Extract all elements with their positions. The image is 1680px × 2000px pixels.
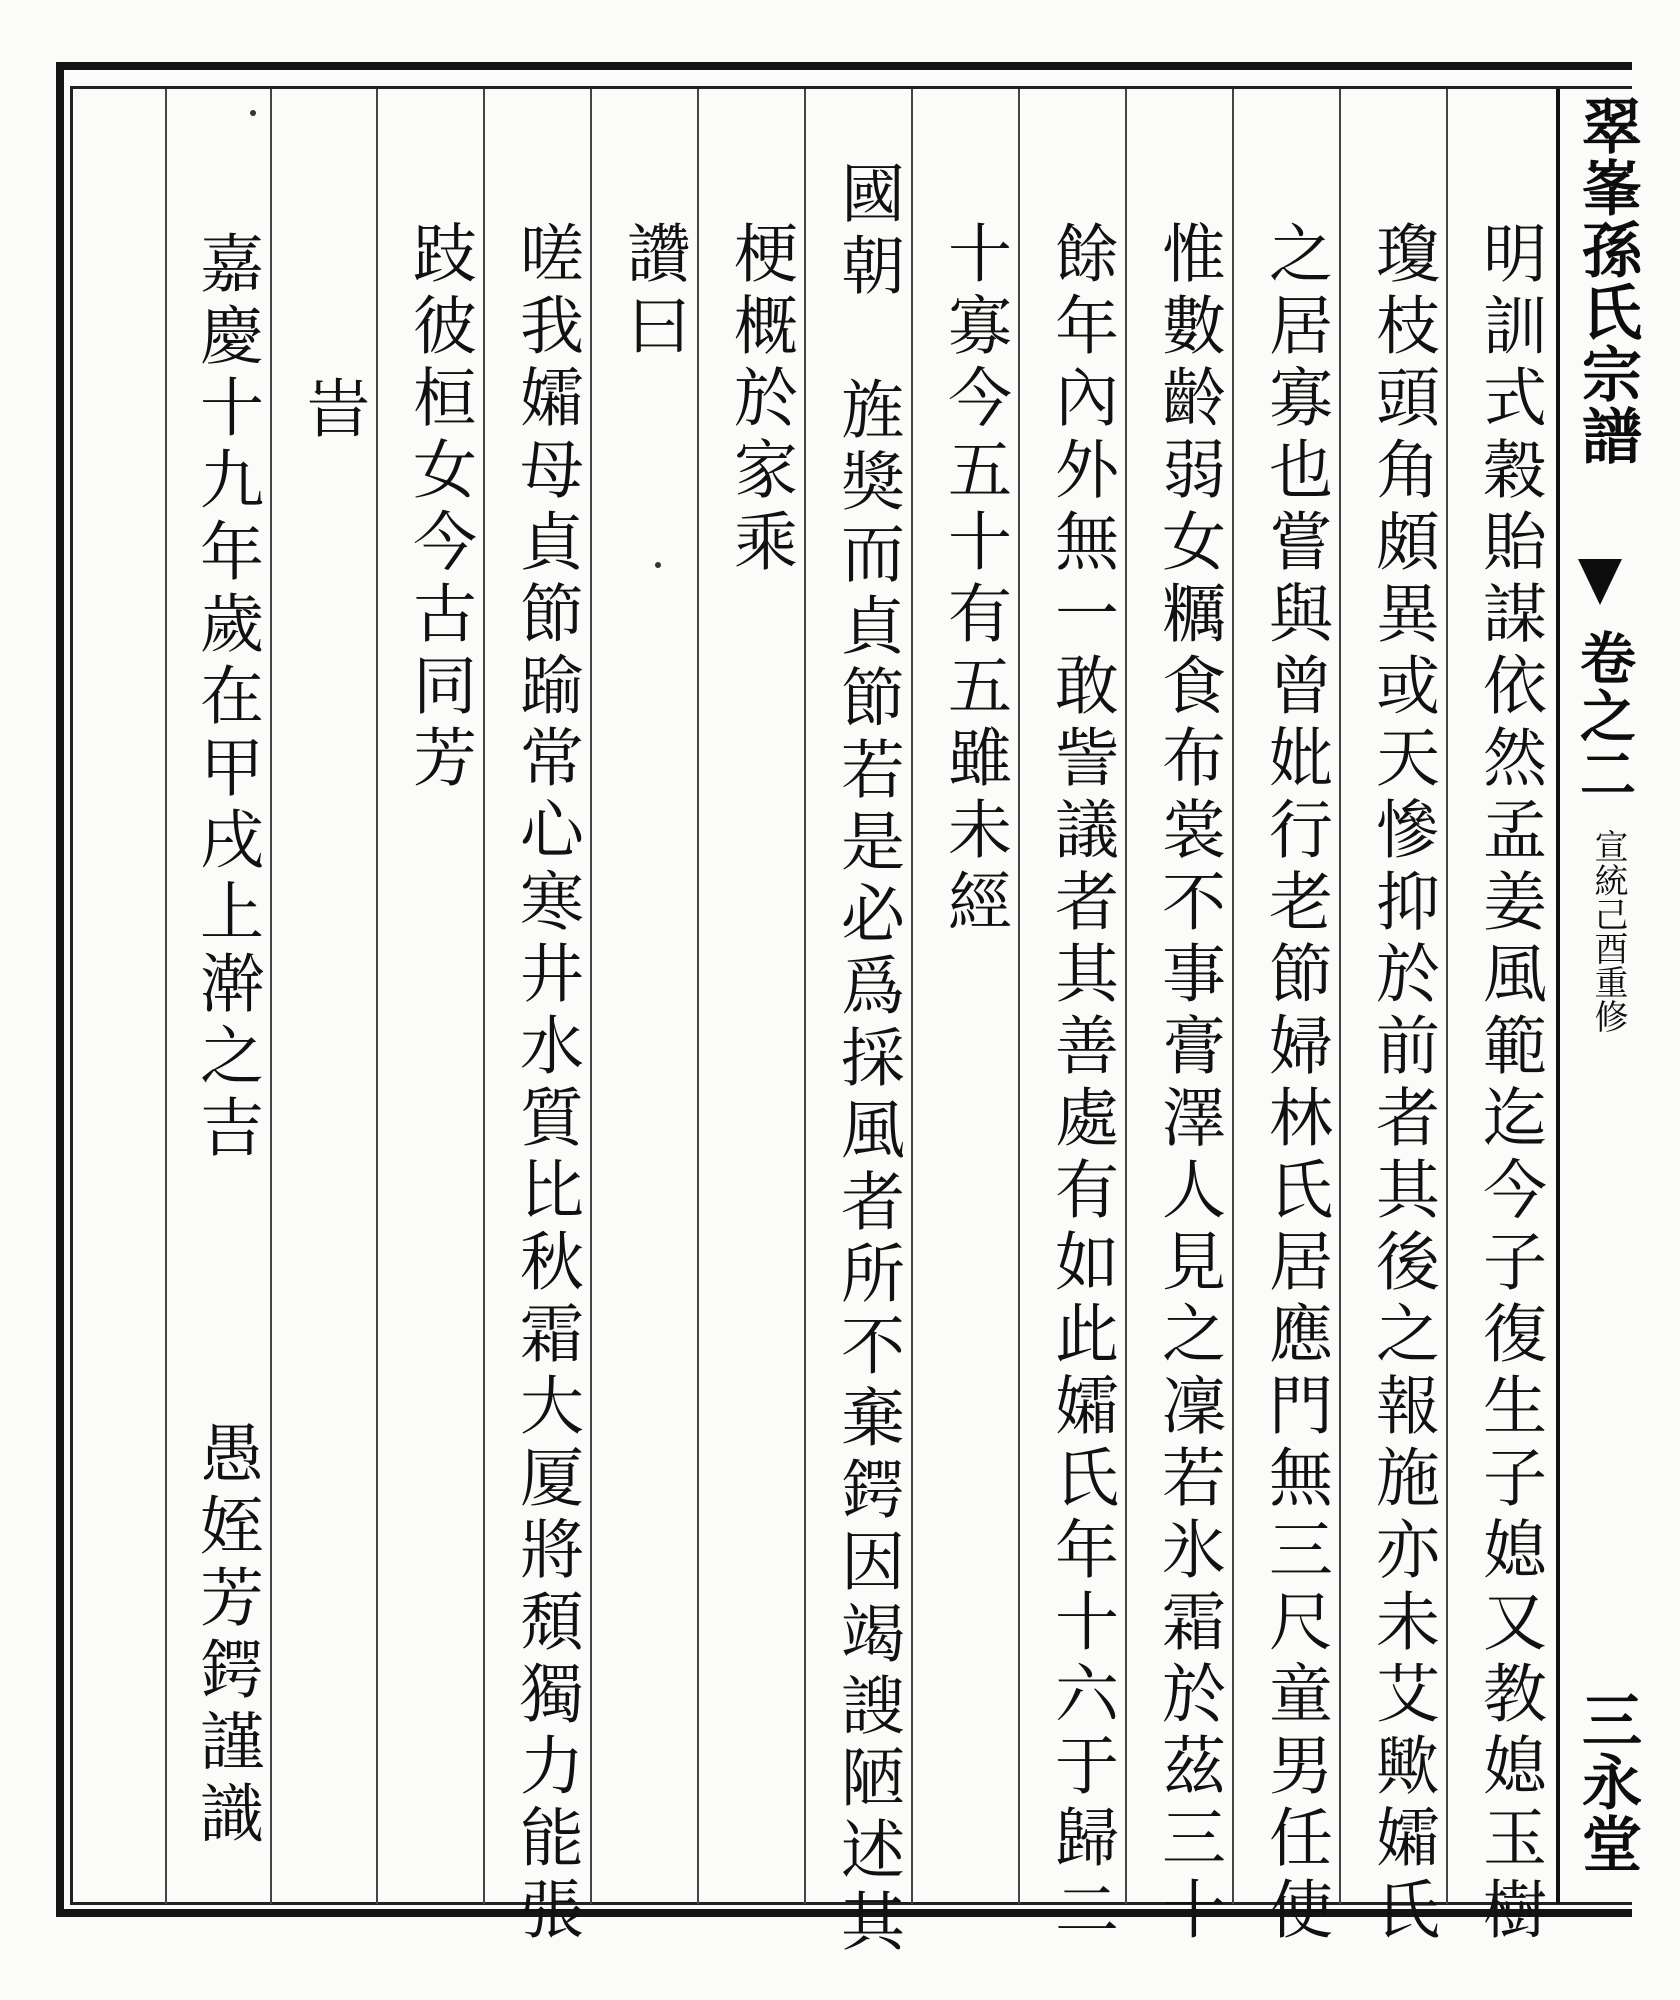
ink-speck bbox=[655, 562, 661, 568]
text-column-7: 旌獎而貞節若是必爲採風者所不棄鍔因竭謏陋述其 bbox=[830, 376, 904, 1960]
hall-name: 三永堂 bbox=[1572, 1689, 1642, 1875]
raised-honorific-heading: 國朝 bbox=[830, 160, 904, 304]
fishtail-mark-icon bbox=[1578, 559, 1622, 605]
book-title: 翠峯孫氏宗譜 bbox=[1572, 95, 1642, 467]
text-column-3: 之居寡也嘗與曾妣行老節婦林氏居應門無三尺童男任使 bbox=[1258, 220, 1332, 1948]
date-prefix: 旹 bbox=[295, 375, 369, 447]
text-column-1: 明訓式穀貽謀依然孟姜風範迄今子復生子媳又教媳玉樹 bbox=[1472, 220, 1546, 1948]
text-column-4: 惟數齡弱女糲食布裳不事膏澤人見之凜若氷霜於茲三十 bbox=[1151, 220, 1225, 1948]
column-rule bbox=[165, 89, 167, 1904]
column-rule bbox=[376, 89, 378, 1904]
eulogy-heading: 讚曰 bbox=[616, 220, 690, 364]
ink-speck bbox=[250, 110, 256, 116]
text-column-5: 餘年內外無一敢訾議者其善處有如此孀氏年十六于歸二 bbox=[1044, 220, 1118, 1948]
edition-note: 宣統己酉重修 bbox=[1588, 829, 1628, 1033]
volume-label: 卷之二 bbox=[1571, 629, 1637, 803]
block-center-margin bbox=[1556, 89, 1642, 1904]
date-line: 嘉慶十九年歲在甲戌上澣之吉 bbox=[189, 230, 263, 1166]
text-column-8: 梗概於家乘 bbox=[723, 220, 797, 580]
text-column-6: 十寡今五十有五雖未經 bbox=[937, 220, 1011, 940]
eulogy-line-1: 嗟我孀母貞節踰常心寒井水質比秋霜大厦將頹獨力能張 bbox=[509, 220, 583, 1948]
margin-border-line bbox=[1556, 89, 1560, 1904]
author-signature: 愚姪芳鍔謹識 bbox=[189, 1420, 263, 1852]
text-column-2: 瓊枝頭角頗異或天慘抑於前者其後之報施亦未艾歟孀氏 bbox=[1365, 220, 1439, 1948]
eulogy-line-2: 跂彼桓女今古同芳 bbox=[402, 220, 476, 796]
